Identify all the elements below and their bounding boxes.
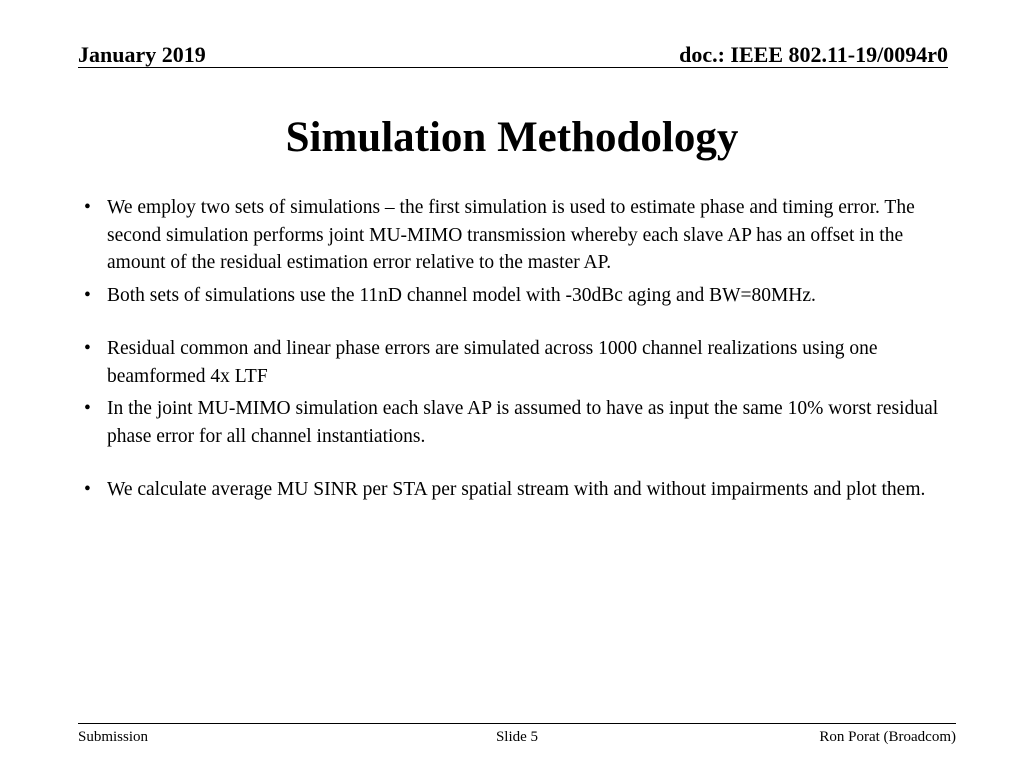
- bullet-dot-icon: •: [84, 398, 91, 419]
- bullet-text: Both sets of simulations use the 11nD channel model with -30dBc aging and BW=80MHz.: [107, 284, 816, 306]
- bullet-item: [84, 282, 954, 310]
- bullet-dot-icon: •: [84, 338, 91, 359]
- footer-slide-number: Slide 5: [495, 729, 539, 745]
- bullet-text: We calculate average MU SINR per STA per spatial stream with and without impairments and plot them.: [107, 479, 926, 500]
- bullet-dot-icon: •: [84, 284, 91, 306]
- header-doc-id: doc.: IEEE 802.11-19/0094r0: [679, 42, 948, 67]
- slide-title: Simulation Methodology: [285, 114, 739, 161]
- bullet-text: Residual common and linear phase errors are simulated across 1000 channel realizations using one beamformed 4x LTF: [107, 338, 878, 387]
- footer-author: Ron Porat (Broadcom): [819, 729, 956, 745]
- bullet-item: [84, 395, 954, 450]
- bullet-item: [84, 476, 954, 504]
- footer-submission: Submission: [78, 729, 149, 745]
- bullet-item: [84, 335, 954, 390]
- header-date: January 2019: [78, 42, 206, 67]
- bullet-text: We employ two sets of simulations – the first simulation is used to estimate phase and timing error. The second simulation performs joint MU-MIMO transmission whereby each slave AP has an offset in the amount of the residual estimation error relative to the master AP.: [107, 197, 915, 273]
- header-divider: [78, 67, 948, 68]
- bullet-text: In the joint MU-MIMO simulation each slave AP is assumed to have as input the same 10% worst residual phase error for all channel instantiations.: [107, 398, 939, 447]
- bullet-item: [84, 194, 954, 277]
- bullet-dot-icon: •: [84, 479, 91, 500]
- bullet-list: [84, 194, 954, 504]
- bullet-dot-icon: •: [84, 197, 91, 218]
- footer-divider: [78, 723, 956, 724]
